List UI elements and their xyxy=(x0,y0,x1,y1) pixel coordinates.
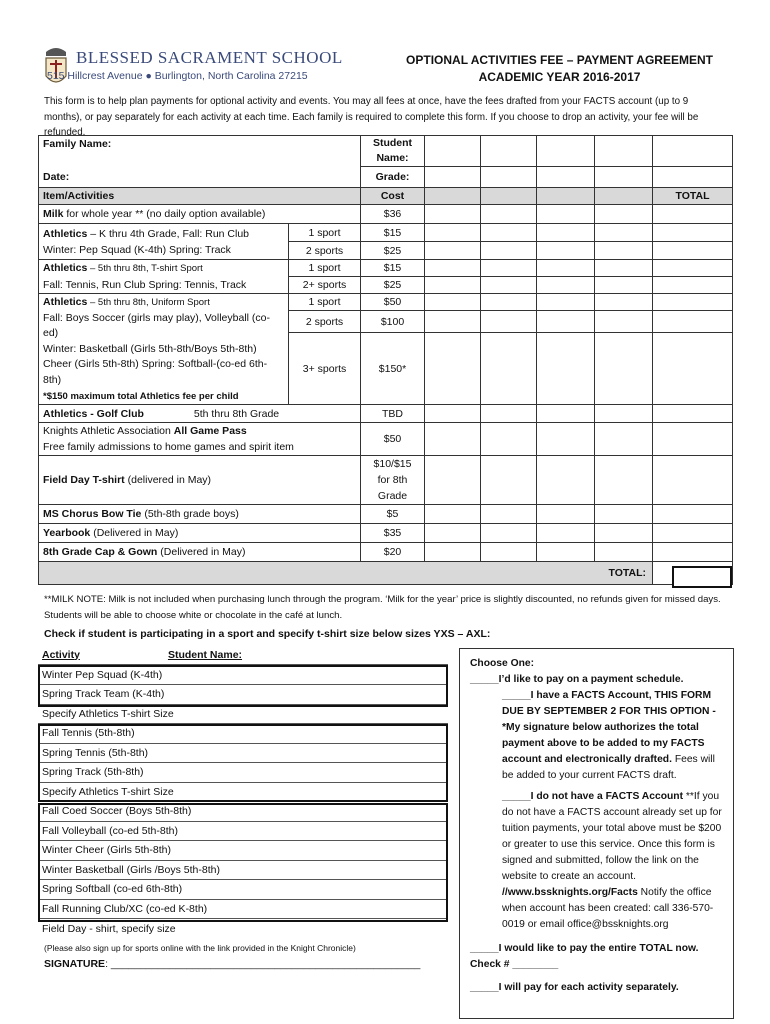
activity-row[interactable]: Winter Pep Squad (K-4th) xyxy=(38,665,448,685)
milk-note: **MILK NOTE: Milk is not included when purchasing lunch through the program. ‘Milk for the year’ price is slightly discounted, no refunds given for missed days. Students will be able to choose white or chocolate in the café at lunch. xyxy=(44,594,721,621)
student-name-label: Student Name: xyxy=(361,136,425,167)
signup-note: (Please also sign up for sports online with the link provided in the Knight Chronicle) xyxy=(44,943,356,953)
tshirt-sport-group-box xyxy=(38,724,448,802)
sport-check-title: Check if student is participating in a sport and specify t-shirt size below sizes YXS – AXL: xyxy=(44,628,491,640)
activity-row[interactable]: Field Day - shirt, specify size xyxy=(42,922,176,935)
option-facts-account[interactable]: _____I have a FACTS Account, THIS FORM DUE BY SEPTEMBER 2 FOR THIS OPTION - *My signature below authorizes the total payment above to be added to my FACTS account and electronically drafted. Fees will be added to your current FACTS draft. xyxy=(502,690,716,781)
grade-field-1[interactable] xyxy=(425,167,481,188)
cost-header: Cost xyxy=(361,188,425,205)
activity-row[interactable]: Spring Tennis (5th-8th) xyxy=(38,743,448,763)
athletics-k4-item: Athletics – K thru 4th Grade, Fall: Run Club Winter: Pep Squad (K-4th) Spring: Track xyxy=(39,224,289,260)
option-no-facts-account[interactable]: _____I do not have a FACTS Account **If you do not have a FACTS account already set up for tuition payments, your total above must be $200 or greater to use this service. Once this form is signed and submitted, follow the link on the website to create an account. //www.bssknights.org/Facts Notify the office when account has been created: call 336-570-0019 or email office@bssknights.org xyxy=(502,791,722,930)
family-name-label: Family Name: xyxy=(39,136,361,167)
activity-row[interactable]: Fall Coed Soccer (Boys 5th-8th) xyxy=(38,802,448,822)
activity-row[interactable]: Fall Volleyball (co-ed 5th-8th) xyxy=(38,821,448,841)
student-name-field-2[interactable] xyxy=(481,136,537,167)
kaa-item: Knights Athletic Association All Game Pass Free family admissions to home games and spirit item xyxy=(39,423,361,456)
field-day-cost: $10/$15 for 8th Grade xyxy=(361,456,425,505)
activity-row[interactable]: Spring Track (5th-8th) xyxy=(38,763,448,783)
milk-cost: $36 xyxy=(361,205,425,224)
golf-item: Athletics - Golf Club 5th thru 8th Grade xyxy=(39,405,361,423)
fee-table: Family Name: Student Name: Date: Grade: Item/Activities Cost TOTAL Milk for whole year ** (no daily option available) $36 Athletics – K thru 4th Grade, Fall: Run Club Winter: Pep Squad (K-4th) Spring: Track 1 sport $15 2 sports $25 Athletics – 5th thru 8th, T-shirt Sport Fall: Tennis, Run Club Spring: Tennis, Track 1 sport $15 2+ sports $25 Athletics – 5th thru 8th, Uniform Sport Fall: Boys Soccer (girls may play), Volleyball (co-ed) Winter: Basketball (Girls 5th-8th/Boys 5th-8th) Cheer (Girls 5th-8th) Spring: Softball-(co-ed 6th-8th) *$150 maximum total Athletics fee per child 1 sport $50 2 sports $100 3+ sports $150* Athletics - Golf Club 5th thru 8th Grade TBD Knights Athletic Association All Game Pass Free family admissions to home games and spirit item $50 Field Day T-shirt (delivered in May) $10/$15 for 8th Grade MS Chorus Bow Tie (5th-8th grade boys) $5 Yearbook (Delivered in May) $35 8th Grade Cap & Gown (Delivered in May) $20 TOTAL: xyxy=(38,135,733,585)
athletics-tshirt-item: Athletics – 5th thru 8th, T-shirt Sport Fall: Tennis, Run Club Spring: Tennis, Track xyxy=(39,260,289,294)
payment-choice-box: Choose One: _____I’d like to pay on a payment schedule. _____I have a FACTS Account, THIS FORM DUE BY SEPTEMBER 2 FOR THIS OPTION - *My signature below authorizes the total payment above to be added to my FACTS account and electronically drafted. Fees will be added to your current FACTS draft. _____I do not have a FACTS Account **If you do not have a FACTS account already set up for tuition payments, your total above must be $200 or greater to use this service. Once this form is signed and submitted, follow the link on the website to create an account. //www.bssknights.org/Facts Notify the office when account has been created: call 336-570-0019 or email office@bssknights.org _____I would like to pay the entire TOTAL now. Check # ________ _____I will pay for each activity separately. xyxy=(459,648,734,1019)
student-name-field-4[interactable] xyxy=(595,136,653,167)
activity-row[interactable]: Spring Track Team (K-4th) xyxy=(38,685,448,705)
total-row-label: TOTAL: xyxy=(39,562,653,585)
item-header: Item/Activities xyxy=(39,188,361,205)
activity-header-row: Activity Student Name: xyxy=(38,645,448,665)
activity-signup-table xyxy=(38,645,448,665)
cap-gown-item: 8th Grade Cap & Gown (Delivered in May) xyxy=(39,543,361,562)
activity-row[interactable]: Spring Softball (co-ed 6th-8th) xyxy=(38,880,448,900)
grade-label: Grade: xyxy=(361,167,425,188)
milk-item: Milk for whole year ** (no daily option available) xyxy=(39,205,361,224)
activity-row[interactable]: Fall Tennis (5th-8th) xyxy=(38,724,448,744)
student-name-field-3[interactable] xyxy=(537,136,595,167)
yearbook-item: Yearbook (Delivered in May) xyxy=(39,524,361,543)
grade-field-4[interactable] xyxy=(595,167,653,188)
chorus-item: MS Chorus Bow Tie (5th-8th grade boys) xyxy=(39,505,361,524)
grade-field-3[interactable] xyxy=(537,167,595,188)
option-payment-schedule[interactable]: _____I’d like to pay on a payment schedule. xyxy=(470,674,684,685)
activity-row[interactable]: Winter Basketball (Girls /Boys 5th-8th) xyxy=(38,860,448,880)
student-name-field-5[interactable] xyxy=(653,136,733,167)
activity-row[interactable]: Specify Athletics T-shirt Size xyxy=(38,704,448,724)
school-address: 515 Hillcrest Avenue ● Burlington, North Carolina 27215 xyxy=(47,70,308,82)
form-subtitle: ACADEMIC YEAR 2016-2017 xyxy=(478,70,641,84)
school-crest-logo xyxy=(42,42,70,92)
school-name: BLESSED SACRAMENT SCHOOL xyxy=(76,48,343,67)
grand-total-field[interactable] xyxy=(672,566,732,588)
activity-row[interactable]: Fall Running Club/XC (co-ed K-8th) xyxy=(38,899,448,919)
date-label: Date: xyxy=(39,167,361,188)
grade-field-5[interactable] xyxy=(653,167,733,188)
intro-paragraph: This form is to help plan payments for optional activity and events. You may all fees at once, have the fees drafted from your FACTS account (up to 9 months), or pay separately for each activity at each time. Each family is required to complete this form. If you choose to drop an activity, your fee will be refunded. xyxy=(44,96,699,138)
athletics-uniform-item: Athletics – 5th thru 8th, Uniform Sport Fall: Boys Soccer (girls may play), Volleyball (co-ed) Winter: Basketball (Girls 5th-8th/Boys 5th-8th) Cheer (Girls 5th-8th) Spring: Softball-(co-ed 6th-8th) *$150 maximum total Athletics fee per child xyxy=(39,294,289,405)
facts-link: //www.bssknights.org/Facts xyxy=(502,887,638,898)
signature-line[interactable]: SIGNATURE: _____________________________________________________ xyxy=(44,958,421,970)
grade-field-2[interactable] xyxy=(481,167,537,188)
total-header: TOTAL xyxy=(653,188,733,205)
option-pay-total-now[interactable]: _____I would like to pay the entire TOTAL now. Check # ________ xyxy=(470,943,699,970)
activity-row[interactable]: Specify Athletics T-shirt Size xyxy=(38,782,448,802)
activity-row[interactable]: Winter Cheer (Girls 5th-8th) xyxy=(38,841,448,861)
uniform-sport-group-box xyxy=(38,803,448,922)
k4-group-box xyxy=(38,665,448,707)
student-name-field-1[interactable] xyxy=(425,136,481,167)
option-pay-separately[interactable]: _____I will pay for each activity separately. xyxy=(470,982,679,993)
field-day-item: Field Day T-shirt (delivered in May) xyxy=(39,456,361,505)
form-title: OPTIONAL ACTIVITIES FEE – PAYMENT AGREEMENT xyxy=(406,53,713,67)
